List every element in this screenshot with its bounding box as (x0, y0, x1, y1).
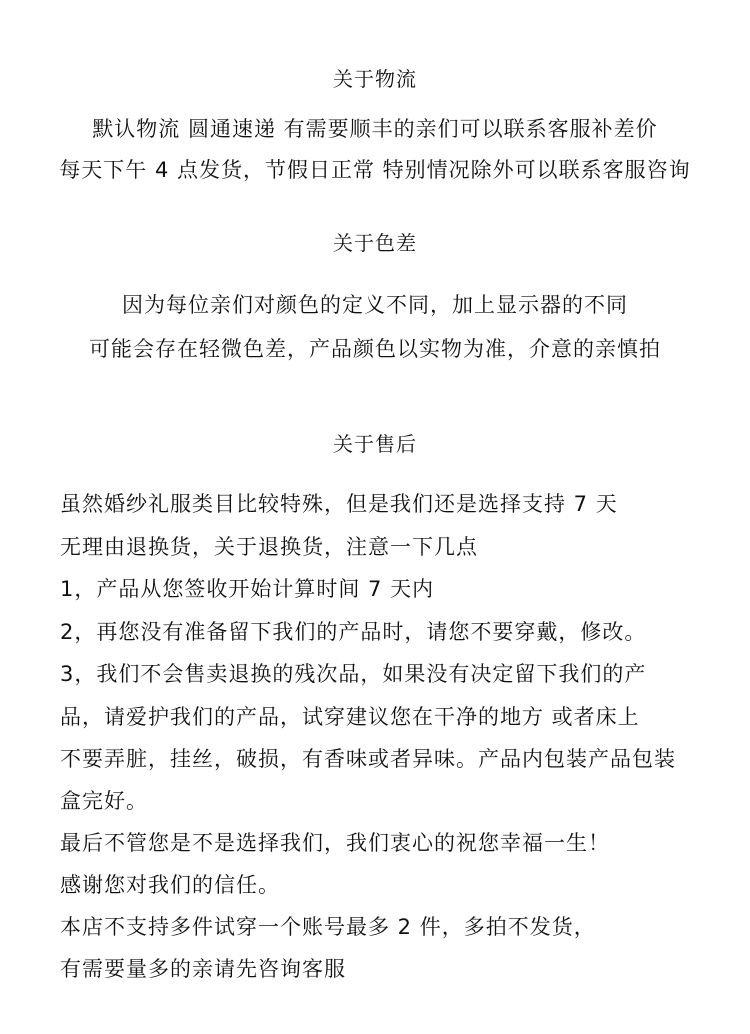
after-sales-line: 3，我们不会售卖退换的残次品，如果没有决定留下我们的产 (60, 662, 647, 686)
after-sales-line: 2，再您没有准备留下我们的产品时，请您不要穿戴，修改。 (60, 620, 647, 644)
logistics-heading: 关于物流 (333, 67, 417, 91)
after-sales-line: 有需要量多的亲请先咨询客服 (60, 957, 346, 981)
after-sales-line: 无理由退换货，关于退换货，注意一下几点 (60, 535, 478, 559)
color-diff-line-1: 因为每位亲们对颜色的定义不同，加上显示器的不同 (122, 293, 628, 317)
after-sales-line: 品，请爱护我们的产品，试穿建议您在干净的地方 或者床上 (60, 705, 640, 729)
after-sales-line: 盒完好。 (60, 789, 148, 813)
logistics-line-2: 每天下午 4 点发货，节假日正常 特别情况除外可以联系客服咨询 (59, 158, 691, 182)
after-sales-line: 虽然婚纱礼服类目比较特殊，但是我们还是选择支持 7 天 (60, 492, 618, 516)
color-diff-line-2: 可能会存在轻微色差，产品颜色以实物为准，介意的亲慎拍 (89, 337, 661, 361)
after-sales-line: 1，产品从您签收开始计算时间 7 天内 (60, 577, 435, 601)
color-diff-heading: 关于色差 (333, 231, 417, 255)
logistics-line-1: 默认物流 圆通速递 有需要顺丰的亲们可以联系客服补差价 (92, 117, 658, 141)
after-sales-heading: 关于售后 (333, 432, 417, 456)
after-sales-line: 最后不管您是不是选择我们，我们衷心的祝您幸福一生！ (60, 831, 610, 855)
after-sales-line: 不要弄脏，挂丝，破损，有香味或者异味。产品内包装产品包装 (60, 747, 676, 771)
after-sales-line: 本店不支持多件试穿一个账号最多 2 件，多拍不发货， (60, 915, 596, 939)
after-sales-line: 感谢您对我们的信任。 (60, 873, 280, 897)
